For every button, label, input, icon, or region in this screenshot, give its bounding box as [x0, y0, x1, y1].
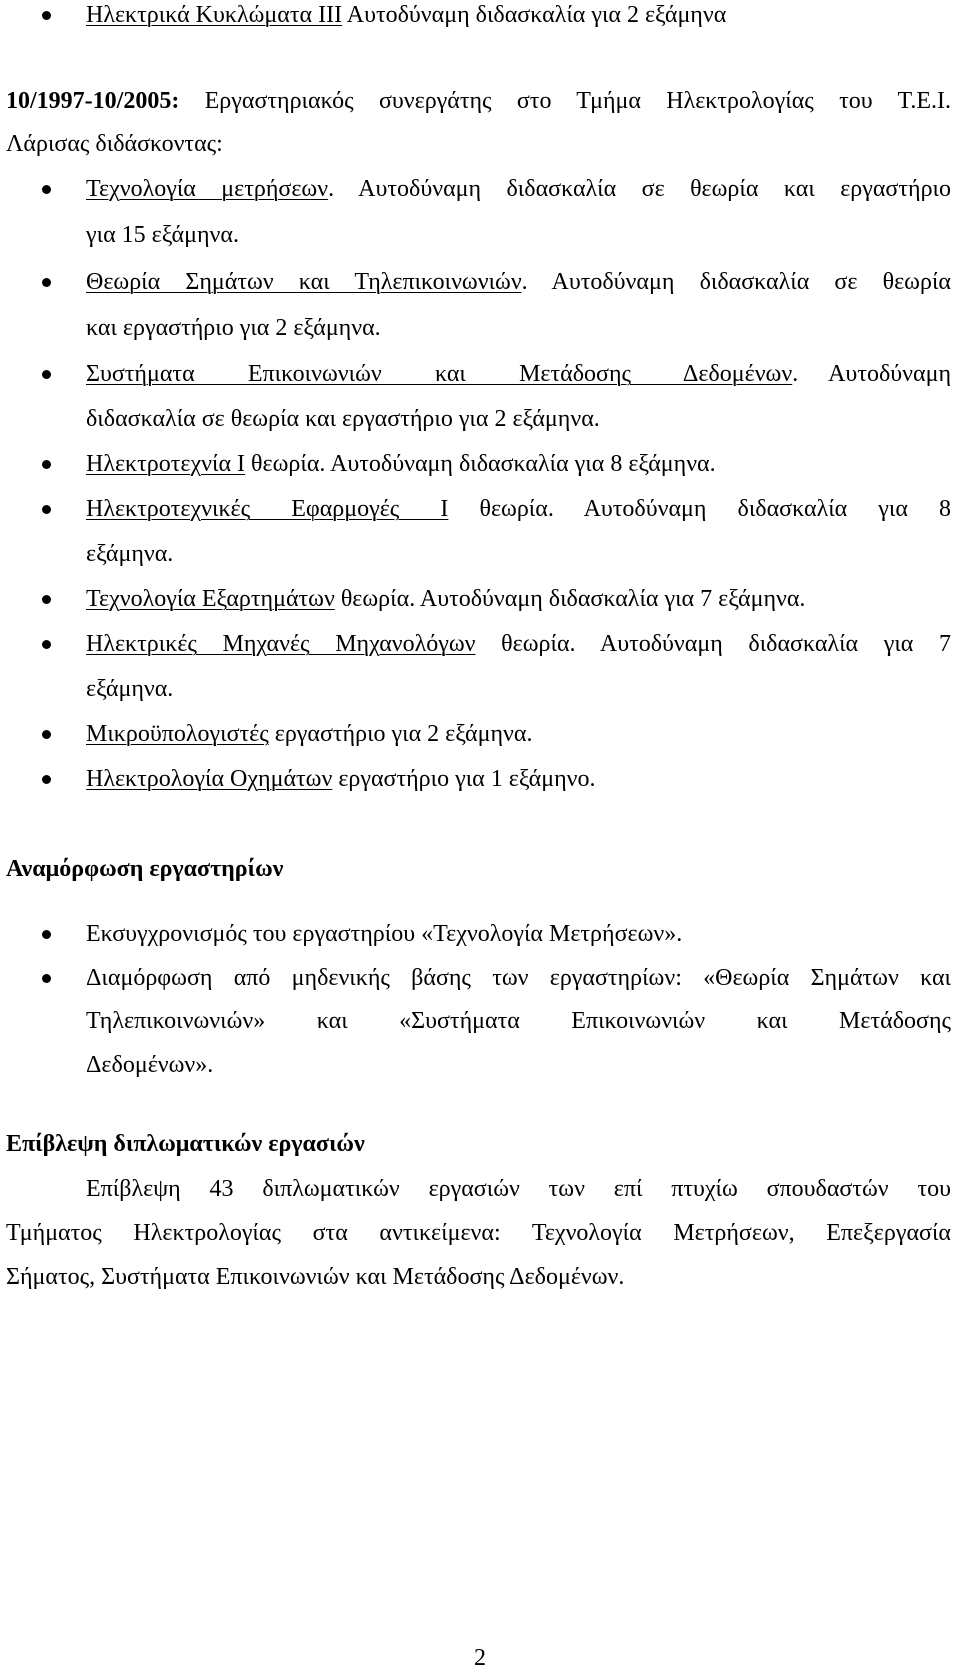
item-text: εργαστήριο για 2 εξάμηνα. [268, 721, 533, 747]
item-text: θεωρία. Αυτοδύναμη διδασκαλία για 7 εξάμηνα. [334, 586, 806, 612]
item-text: θεωρία. Αυτοδύναμη διδασκαλία για 7 [475, 631, 952, 657]
paragraph-line: Λάρισας διδάσκοντας: [6, 131, 223, 157]
item-text: θεωρία. Αυτοδύναμη διδασκαλία για 8 [448, 496, 952, 522]
list-item [86, 174, 951, 204]
list-item [86, 629, 951, 659]
paragraph-line: Σήματος, Συστήματα Επικοινωνιών και Μετάδοσης Δεδομένων. [6, 1264, 625, 1290]
page-number: 2 [474, 1645, 486, 1671]
bullet [42, 370, 51, 379]
list-item: Διαμόρφωση από μηδενικής βάσης των εργαστηρίων: «Θεωρία Σημάτων και [86, 965, 951, 991]
list-item-continuation: εξάμηνα. [86, 541, 174, 567]
bullet [42, 640, 51, 649]
paragraph-line: Τμήματος Ηλεκτρολογίας στα αντικείμενα: Τεχνολογία Μετρήσεων, Επεξεργασία [6, 1220, 951, 1246]
list-item [86, 584, 951, 614]
list-item-continuation: εξάμηνα. [86, 676, 174, 702]
bullet [42, 278, 51, 287]
paragraph-text: Εργαστηριακός συνεργάτης στο Τμήμα Ηλεκτρολογίας του Τ.Ε.Ι. [179, 88, 951, 114]
bullet [42, 775, 51, 784]
list-item [86, 494, 951, 524]
item-text: . Αυτοδύναμη διδασκαλία σε θεωρία [521, 269, 951, 295]
bullet [42, 595, 51, 604]
bullet [42, 460, 51, 469]
list-item-continuation: διδασκαλία σε θεωρία και εργαστήριο για 2 εξάμηνα. [86, 406, 600, 432]
course-link[interactable]: Ηλεκτρικά Κυκλώματα ΙΙΙ [86, 2, 343, 28]
list-item [86, 449, 951, 479]
item-text: θεωρία. Αυτοδύναμη διδασκαλία για 8 εξάμηνα. [245, 451, 716, 477]
employment-paragraph [6, 86, 951, 116]
list-item: Εκσυγχρονισμός του εργαστηρίου «Τεχνολογία Μετρήσεων». [86, 921, 683, 947]
list-item [86, 719, 951, 749]
course-link[interactable]: Συστήματα Επικοινωνιών και Μετάδοσης Δεδομένων [86, 361, 793, 387]
item-text: . Αυτοδύναμη διδασκαλία σε θεωρία και εργαστήριο [328, 176, 951, 202]
course-link[interactable]: Ηλεκτροτεχνία Ι [86, 451, 246, 477]
course-link[interactable]: Ηλεκτροτεχνικές Εφαρμογές Ι [86, 496, 449, 522]
bullet [42, 730, 51, 739]
bullet [42, 185, 51, 194]
list-item-continuation: και εργαστήριο για 2 εξάμηνα. [86, 315, 381, 341]
paragraph-line: Επίβλεψη 43 διπλωματικών εργασιών των επί πτυχίω σπουδαστών του [86, 1176, 951, 1202]
section-heading: Αναμόρφωση εργαστηρίων [6, 856, 284, 882]
item-text: εργαστήριο για 1 εξάμηνο. [332, 766, 596, 792]
section-heading: Επίβλεψη διπλωματικών εργασιών [6, 1131, 365, 1157]
list-item [86, 267, 951, 297]
item-text: . Αυτοδύναμη [792, 361, 951, 387]
list-item-continuation: Τηλεπικοινωνιών» και «Συστήματα Επικοινωνιών και Μετάδοσης [86, 1008, 951, 1034]
bullet [42, 505, 51, 514]
list-item-continuation: Δεδομένων». [86, 1052, 214, 1078]
list-item-continuation: για 15 εξάμηνα. [86, 222, 239, 248]
course-link[interactable]: Ηλεκτρικές Μηχανές Μηχανολόγων [86, 631, 476, 657]
course-link[interactable]: Τεχνολογία Εξαρτημάτων [86, 586, 335, 612]
date-range: 10/1997-10/2005: [6, 88, 180, 114]
course-link[interactable]: Θεωρία Σημάτων και Τηλεπικοινωνιών [86, 269, 522, 295]
item-text: Αυτοδύναμη διδασκαλία για 2 εξάμηνα [342, 2, 727, 28]
list-item [86, 0, 951, 30]
bullet [42, 11, 51, 20]
course-link[interactable]: Μικροϋπολογιστές [86, 721, 269, 747]
bullet [42, 930, 51, 939]
list-item [86, 359, 951, 389]
bullet [42, 974, 51, 983]
course-link[interactable]: Τεχνολογία μετρήσεων [86, 176, 329, 202]
list-item [86, 764, 951, 794]
course-link[interactable]: Ηλεκτρολογία Οχημάτων [86, 766, 333, 792]
